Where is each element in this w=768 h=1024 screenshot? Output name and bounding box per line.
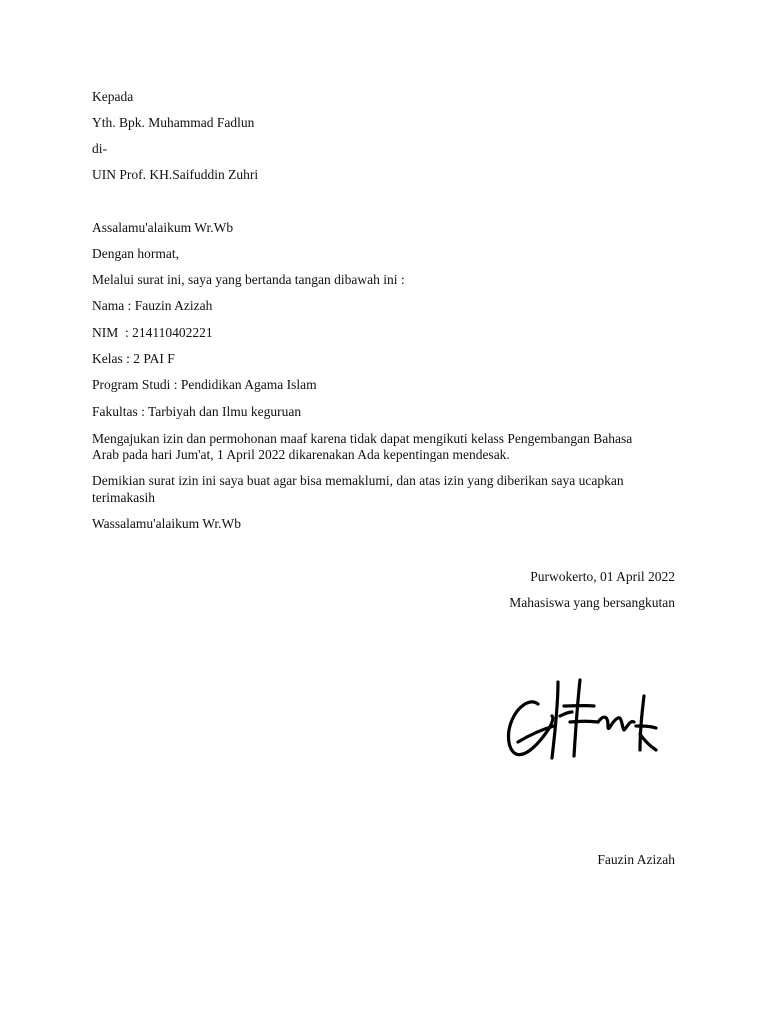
intro-text: Melalui surat ini, saya yang bertanda tangan dibawah ini : [92,272,405,287]
signature-stroke-waves [598,717,634,730]
signature-stroke-end [640,734,656,750]
signature-stroke-hook [560,712,572,716]
field-fakultas: Fakultas : Tarbiyah dan Ilmu keguruan [92,404,302,419]
field-prodi: Program Studi : Pendidikan Agama Islam [92,377,317,392]
body-paragraph-line-1: Mengajukan izin dan permohonan maaf karena tidak dapat mengikuti kelass Pengembangan Bahasa [92,431,633,446]
closing-paragraph-line-2: terimakasih [92,490,155,505]
handwritten-signature [500,676,665,766]
recipient-name: Yth. Bpk. Muhammad Fadlun [92,115,255,130]
signature-stroke-tail [518,726,554,742]
greeting: Assalamu'alaikum Wr.Wb [92,220,234,235]
signer-name: Fauzin Azizah [597,852,675,867]
signer-role: Mahasiswa yang bersangkutan [509,595,675,610]
place-date: Purwokerto, 01 April 2022 [530,569,675,584]
signature-stroke-stem3 [640,696,644,750]
signature-stroke-cross [636,726,656,728]
recipient-kepada: Kepada [92,89,134,104]
body-paragraph-line-2: Arab pada hari Jum'at, 1 April 2022 dikarenakan Ada kepentingan mendesak. [92,447,510,462]
field-nama: Nama : Fauzin Azizah [92,298,213,313]
field-kelas: Kelas : 2 PAI F [92,351,175,366]
recipient-institution: UIN Prof. KH.Saifuddin Zuhri [92,167,259,182]
field-nim: NIM : 214110402221 [92,325,213,340]
signature-stroke-stem2 [574,680,580,756]
farewell: Wassalamu'alaikum Wr.Wb [92,516,242,531]
recipient-di: di- [92,141,107,156]
salutation: Dengan hormat, [92,246,179,261]
signature-stroke-bar2 [570,721,598,722]
closing-paragraph-line-1: Demikian surat izin ini saya buat agar bisa memaklumi, dan atas izin yang diberikan saya ucapkan [92,473,624,488]
